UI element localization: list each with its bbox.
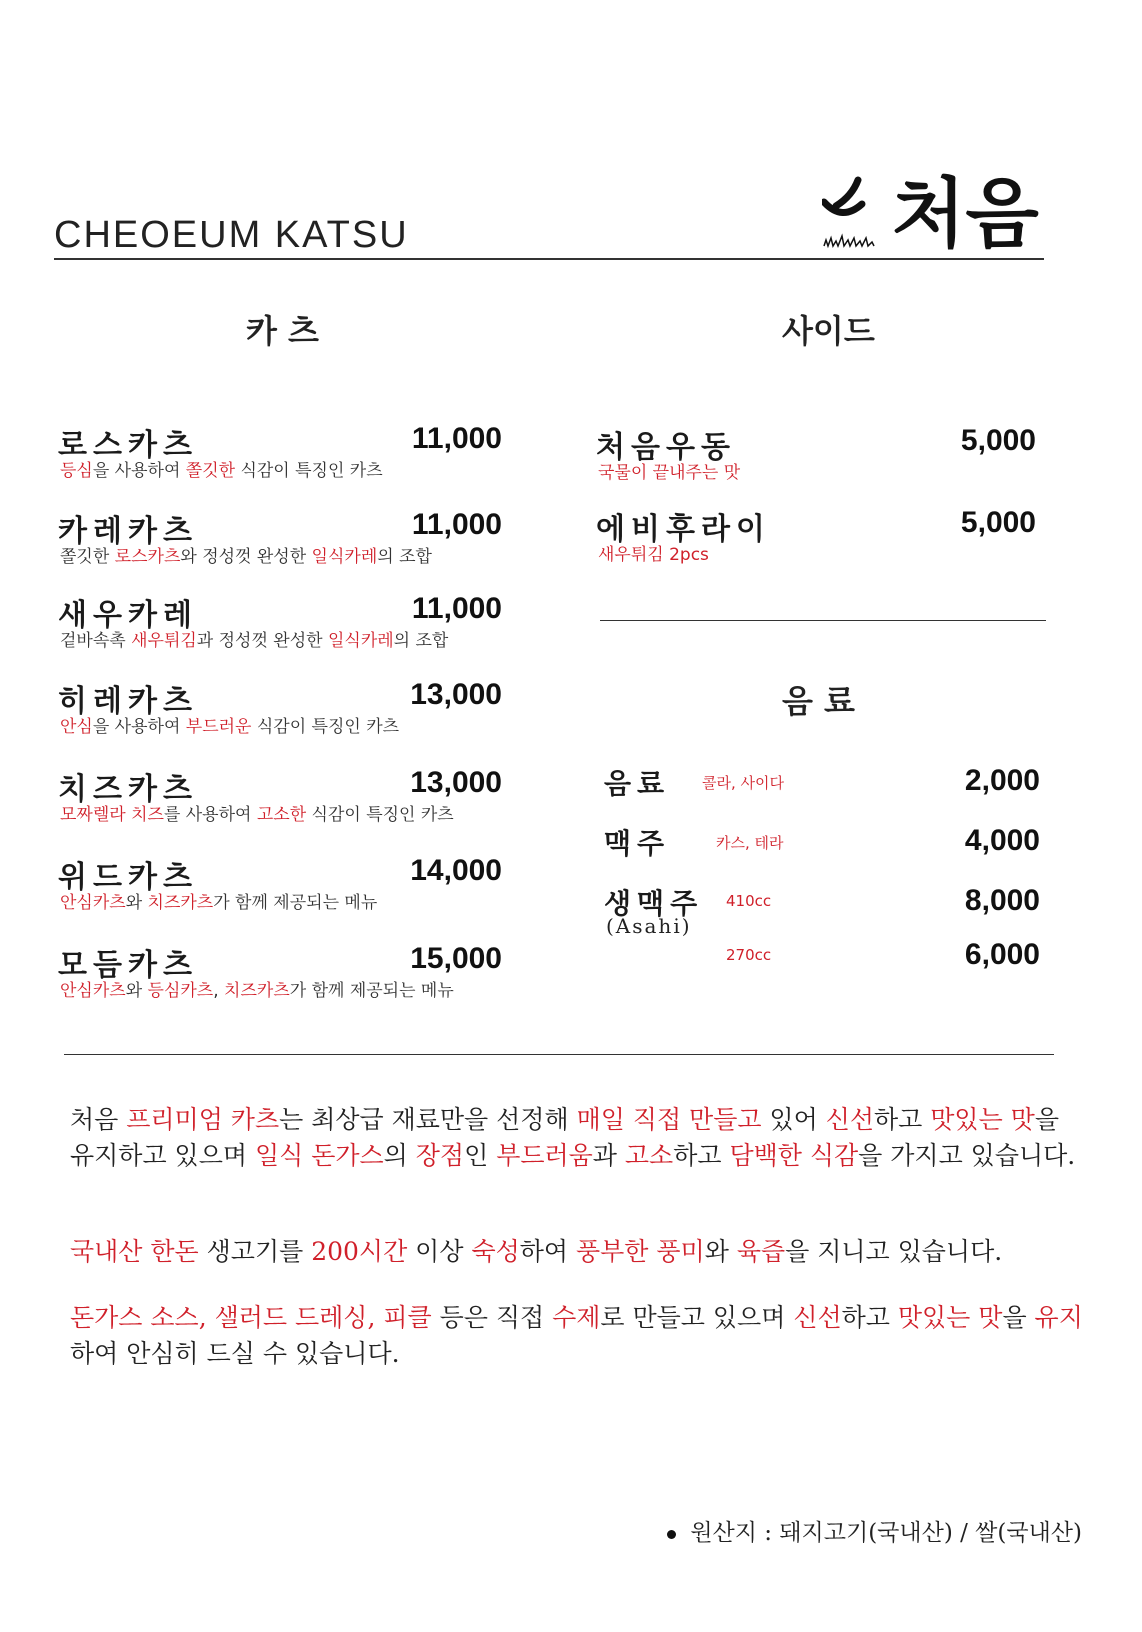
highlight-text: 신선 bbox=[825, 1105, 875, 1134]
text-segment: 하고 bbox=[874, 1105, 931, 1134]
drink-item-subname: (Asahi) bbox=[606, 914, 692, 938]
drink-item-name: 음료 bbox=[604, 767, 671, 800]
text-segment: 식감이 특징인 카츠 bbox=[235, 461, 383, 481]
text-segment: 식감이 특징인 카츠 bbox=[306, 805, 454, 825]
highlight-text: 매일 직접 만들고 bbox=[576, 1105, 762, 1134]
text-segment: 을 유지하고 있으며 bbox=[70, 1105, 1059, 1170]
katsu-item-price: 15,000 bbox=[410, 942, 502, 975]
text-segment: 하여 bbox=[519, 1237, 576, 1266]
highlight-text: 부드러운 bbox=[185, 717, 252, 737]
highlight-text: 안심카츠 bbox=[60, 981, 126, 1001]
katsu-item-price: 13,000 bbox=[410, 678, 502, 711]
drink-item-note: 콜라, 사이다 bbox=[702, 774, 784, 792]
highlight-text: 등심 bbox=[60, 461, 93, 481]
katsu-item-price: 14,000 bbox=[410, 854, 502, 887]
katsu-item-name: 히레카츠 bbox=[58, 684, 198, 719]
text-segment: 하고 bbox=[841, 1303, 898, 1332]
highlight-text: 프리미엄 카츠 bbox=[126, 1105, 280, 1134]
text-segment: 처음 bbox=[70, 1105, 127, 1134]
bullet-icon bbox=[667, 1530, 676, 1539]
text-segment: 인 bbox=[464, 1141, 497, 1170]
side-item-desc: 국물이 끝내주는 맛 bbox=[598, 463, 741, 483]
katsu-item-desc bbox=[60, 626, 448, 651]
highlight-text: 일식 돈가스 bbox=[254, 1141, 384, 1170]
highlight-text: 수제 bbox=[552, 1303, 601, 1332]
katsu-item-desc bbox=[60, 888, 377, 913]
highlight-text: 맛있는 맛 bbox=[897, 1303, 1003, 1332]
highlight-text: 고소 bbox=[624, 1141, 674, 1170]
text-segment: 는 최상급 재료만을 선정해 bbox=[279, 1105, 577, 1134]
highlight-text: 담백한 식감 bbox=[729, 1141, 859, 1170]
highlight-text: 안심카츠 bbox=[60, 893, 126, 913]
description-paragraph bbox=[70, 1300, 1090, 1372]
katsu-item-name: 새우카레 bbox=[58, 598, 198, 633]
highlight-text: 부드러움 bbox=[496, 1141, 593, 1170]
text-segment: 하여 안심히 드실 수 있습니다. bbox=[70, 1339, 400, 1368]
highlight-text: 로스카츠 bbox=[114, 547, 181, 567]
highlight-text: 모짜렐라 치즈 bbox=[60, 805, 164, 825]
text-segment: 와 bbox=[704, 1237, 737, 1266]
highlight-text: 일식카레 bbox=[327, 631, 394, 651]
drink-item-name: 맥주 bbox=[604, 827, 671, 860]
text-segment: 하고 bbox=[673, 1141, 730, 1170]
side-item-name: 에비후라이 bbox=[596, 512, 771, 547]
origin-text: 원산지 : 돼지고기(국내산) / 쌀(국내산) bbox=[690, 1520, 1082, 1546]
side-item-desc: 새우튀김 2pcs bbox=[598, 545, 709, 565]
drink-item-price: 2,000 bbox=[964, 764, 1040, 797]
katsu-item-price: 11,000 bbox=[411, 592, 502, 625]
drink-item-name: 생맥주 bbox=[604, 887, 704, 920]
side-section-title: 사이드 bbox=[782, 312, 875, 350]
drink-item-note: 270cc bbox=[726, 946, 772, 964]
text-segment: 을 bbox=[1002, 1303, 1035, 1332]
side-divider bbox=[600, 620, 1046, 621]
text-segment: 의 조합 bbox=[377, 547, 432, 567]
text-segment: 의 bbox=[383, 1141, 416, 1170]
text-segment: , bbox=[213, 981, 225, 1001]
brand-name: CHEOEUM KATSU bbox=[54, 214, 409, 256]
drinks-section-title: 음 료 bbox=[782, 682, 855, 720]
description-paragraph bbox=[70, 1234, 1090, 1270]
highlight-text: 국내산 한돈 bbox=[70, 1237, 199, 1266]
body-divider bbox=[64, 1054, 1054, 1055]
highlight-text: 치즈카츠 bbox=[224, 981, 290, 1001]
text-segment: 이상 bbox=[407, 1237, 472, 1266]
highlight-text: 쫄깃한 bbox=[185, 461, 236, 481]
text-segment: 생고기를 bbox=[198, 1237, 312, 1266]
origin-note bbox=[667, 1514, 1082, 1547]
katsu-item-name: 치즈카츠 bbox=[58, 772, 198, 807]
text-segment: 겉바속촉 bbox=[60, 631, 132, 651]
highlight-text: 200시간 bbox=[311, 1237, 408, 1266]
katsu-item-price: 11,000 bbox=[411, 422, 502, 455]
katsu-section-title: 카 츠 bbox=[246, 312, 319, 350]
highlight-text: 유지 bbox=[1034, 1303, 1083, 1332]
highlight-text: 맛있는 맛 bbox=[930, 1105, 1035, 1134]
katsu-item-desc bbox=[60, 976, 454, 1001]
katsu-item-price: 11,000 bbox=[411, 508, 502, 541]
highlight-text: 풍부한 풍미 bbox=[576, 1237, 705, 1266]
katsu-item-name: 위드카츠 bbox=[58, 860, 198, 895]
description-paragraph bbox=[70, 1102, 1090, 1174]
text-segment: 을 사용하여 bbox=[92, 717, 186, 737]
highlight-text: 고소한 bbox=[256, 805, 307, 825]
highlight-text: 돈가스 소스, 샐러드 드레싱, 피클 bbox=[70, 1303, 432, 1332]
katsu-item-name: 모듬카츠 bbox=[58, 948, 198, 983]
katsu-item-desc bbox=[60, 542, 432, 567]
text-segment: 쫄깃한 bbox=[60, 547, 115, 567]
text-segment: 와 정성껏 완성한 bbox=[180, 547, 312, 567]
katsu-item-desc bbox=[60, 456, 383, 481]
katsu-item-desc bbox=[60, 800, 454, 825]
text-segment: 로 만들고 있으며 bbox=[600, 1303, 794, 1332]
highlight-text: 육즙 bbox=[736, 1237, 786, 1266]
highlight-text: 새우튀김 bbox=[131, 631, 197, 651]
text-segment: 와 bbox=[125, 981, 148, 1001]
header-divider bbox=[54, 258, 1044, 260]
text-segment: 의 조합 bbox=[393, 631, 449, 651]
highlight-text: 신선 bbox=[793, 1303, 842, 1332]
text-segment: 을 사용하여 bbox=[92, 461, 186, 481]
logo-text: 처음 bbox=[892, 169, 1039, 258]
drink-item-price: 8,000 bbox=[964, 884, 1040, 917]
katsu-item-name: 카레카츠 bbox=[58, 514, 198, 549]
highlight-text: 일식카레 bbox=[311, 547, 378, 567]
text-segment: 있어 bbox=[761, 1105, 826, 1134]
drink-item-price: 6,000 bbox=[964, 938, 1040, 971]
text-segment: 가 함께 제공되는 메뉴 bbox=[289, 981, 454, 1001]
side-item-price: 5,000 bbox=[960, 506, 1036, 539]
text-segment: 등은 직접 bbox=[431, 1303, 553, 1332]
text-segment: 를 사용하여 bbox=[163, 805, 257, 825]
katsu-item-price: 13,000 bbox=[410, 766, 502, 799]
side-item-price: 5,000 bbox=[960, 424, 1036, 457]
text-segment: 식감이 특징인 카츠 bbox=[251, 717, 400, 737]
highlight-text: 숙성 bbox=[471, 1237, 520, 1266]
cheoeum-logo-icon bbox=[822, 162, 1082, 258]
text-segment: 가 함께 제공되는 메뉴 bbox=[213, 893, 378, 913]
katsu-item-name: 로스카츠 bbox=[58, 428, 198, 463]
highlight-text: 치즈카츠 bbox=[147, 893, 214, 913]
text-segment: 과 bbox=[592, 1141, 625, 1170]
highlight-text: 장점 bbox=[415, 1141, 465, 1170]
text-segment: 과 정성껏 완성한 bbox=[196, 631, 328, 651]
highlight-text: 안심 bbox=[60, 717, 93, 737]
highlight-text: 등심카츠 bbox=[147, 981, 214, 1001]
drink-item-price: 4,000 bbox=[964, 824, 1040, 857]
katsu-item-desc bbox=[60, 712, 399, 737]
drink-item-note: 카스, 테라 bbox=[716, 834, 784, 852]
drink-item-note: 410cc bbox=[726, 892, 772, 910]
text-segment: 을 가지고 있습니다. bbox=[858, 1141, 1076, 1170]
text-segment: 을 지니고 있습니다. bbox=[785, 1237, 1003, 1266]
text-segment: 와 bbox=[125, 893, 148, 913]
side-item-name: 처음우동 bbox=[596, 430, 736, 465]
